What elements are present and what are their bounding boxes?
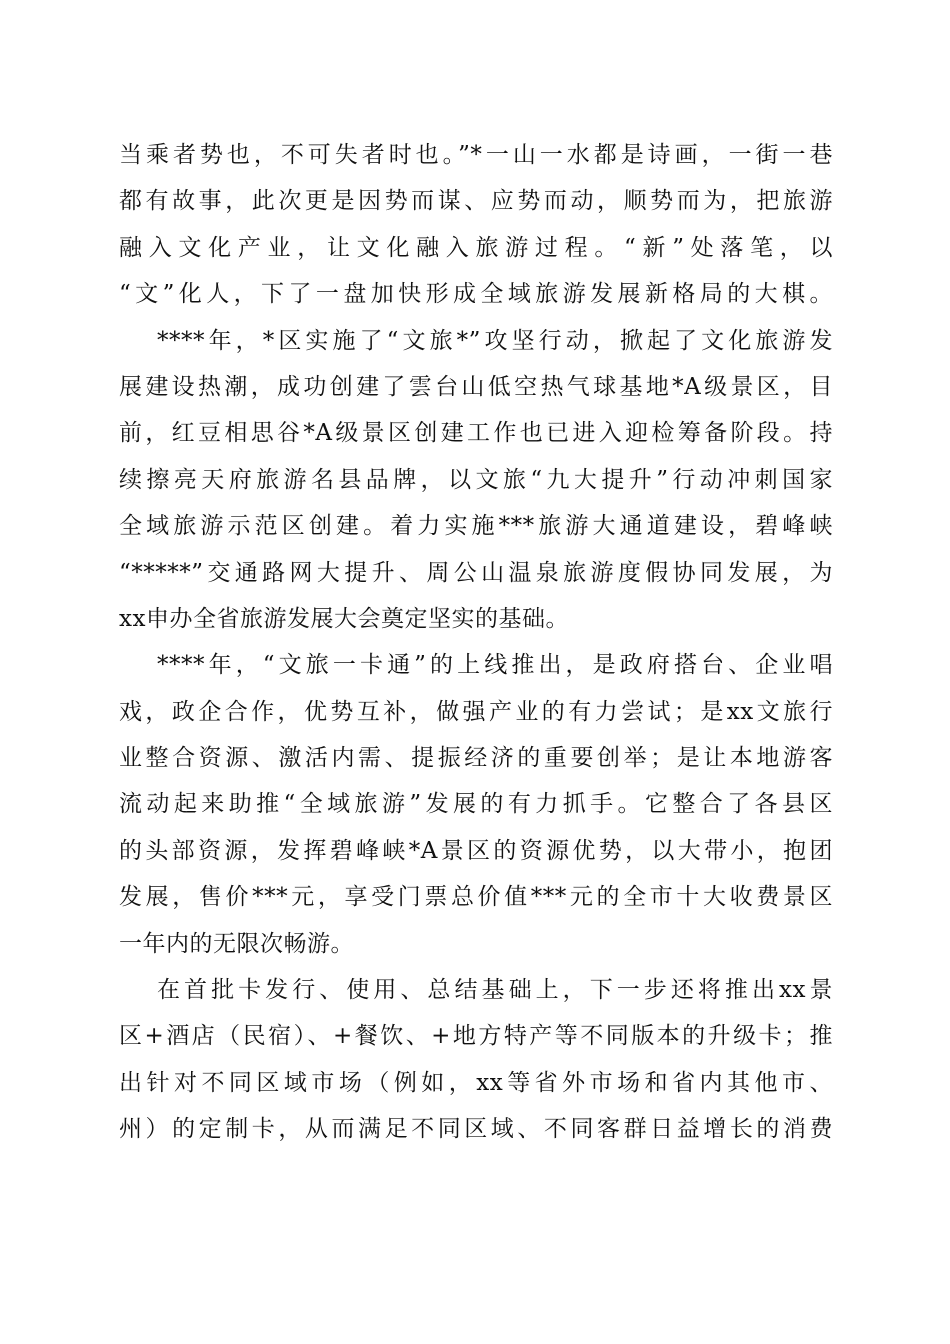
text-line: 展建设热潮，成功创建了雲台山低空热气球基地*A级景区，目 — [119, 373, 833, 400]
text-line: 都有故事，此次更是因势而谋、应势而动，顺势而为，把旅游 — [119, 188, 833, 215]
text-line: “*****”交通路网大提升、周公山温泉旅游度假协同发展，为 — [119, 559, 833, 586]
text-line: 全域旅游示范区创建。着力实施***旅游大通道建设，碧峰峡 — [119, 513, 833, 540]
paragraph-4 — [119, 967, 833, 1153]
text-line: 州）的定制卡，从而满足不同区域、不同客群日益增长的消费 — [119, 1116, 833, 1143]
text-line: 的头部资源，发挥碧峰峡*A景区的资源优势，以大带小，抱团 — [119, 837, 833, 864]
paragraph-2 — [119, 318, 833, 643]
text-line: 融入文化产业，让文化融入旅游过程。“新”处落笔，以 — [119, 234, 833, 261]
text-line: 业整合资源、激活内需、提振经济的重要创举；是让本地游客 — [119, 745, 833, 772]
text-line: 当乘者势也，不可失者时也。”*一山一水都是诗画，一街一巷 — [119, 142, 833, 168]
text-line: 续擦亮天府旅游名县品牌，以文旅“九大提升”行动冲刺国家 — [119, 466, 833, 493]
text-line: “文”化人，下了一盘加快形成全域旅游发展新格局的大棋。 — [119, 281, 833, 308]
text-line: 前，红豆相思谷*A级景区创建工作也已进入迎检筹备阶段。持 — [119, 420, 833, 447]
text-line: ****年，*区实施了“文旅*”攻坚行动，掀起了文化旅游发 — [157, 327, 833, 354]
text-line: 出针对不同区域市场（例如，xx等省外市场和省内其他市、 — [119, 1069, 833, 1096]
text-line: 一年内的无限次畅游。 — [119, 930, 354, 957]
paragraph-3 — [119, 642, 833, 967]
text-line: 戏，政企合作，优势互补，做强产业的有力尝试；是xx文旅行 — [119, 698, 833, 725]
text-line: 区+酒店（民宿）、+餐饮、+地方特产等不同版本的升级卡；推 — [119, 1023, 833, 1050]
text-line: ****年，“文旅一卡通”的上线推出，是政府搭台、企业唱 — [157, 652, 833, 679]
body-text — [119, 132, 833, 1153]
text-line: 发展，售价***元，享受门票总价值***元的全市十大收费景区 — [119, 884, 833, 911]
text-line: xx申办全省旅游发展大会奠定坚实的基础。 — [119, 605, 569, 632]
text-line: 流动起来助推“全域旅游”发展的有力抓手。它整合了各县区 — [119, 791, 833, 818]
text-line: 在首批卡发行、使用、总结基础上，下一步还将推出xx景 — [157, 977, 833, 1004]
paragraph-1 — [119, 132, 833, 318]
